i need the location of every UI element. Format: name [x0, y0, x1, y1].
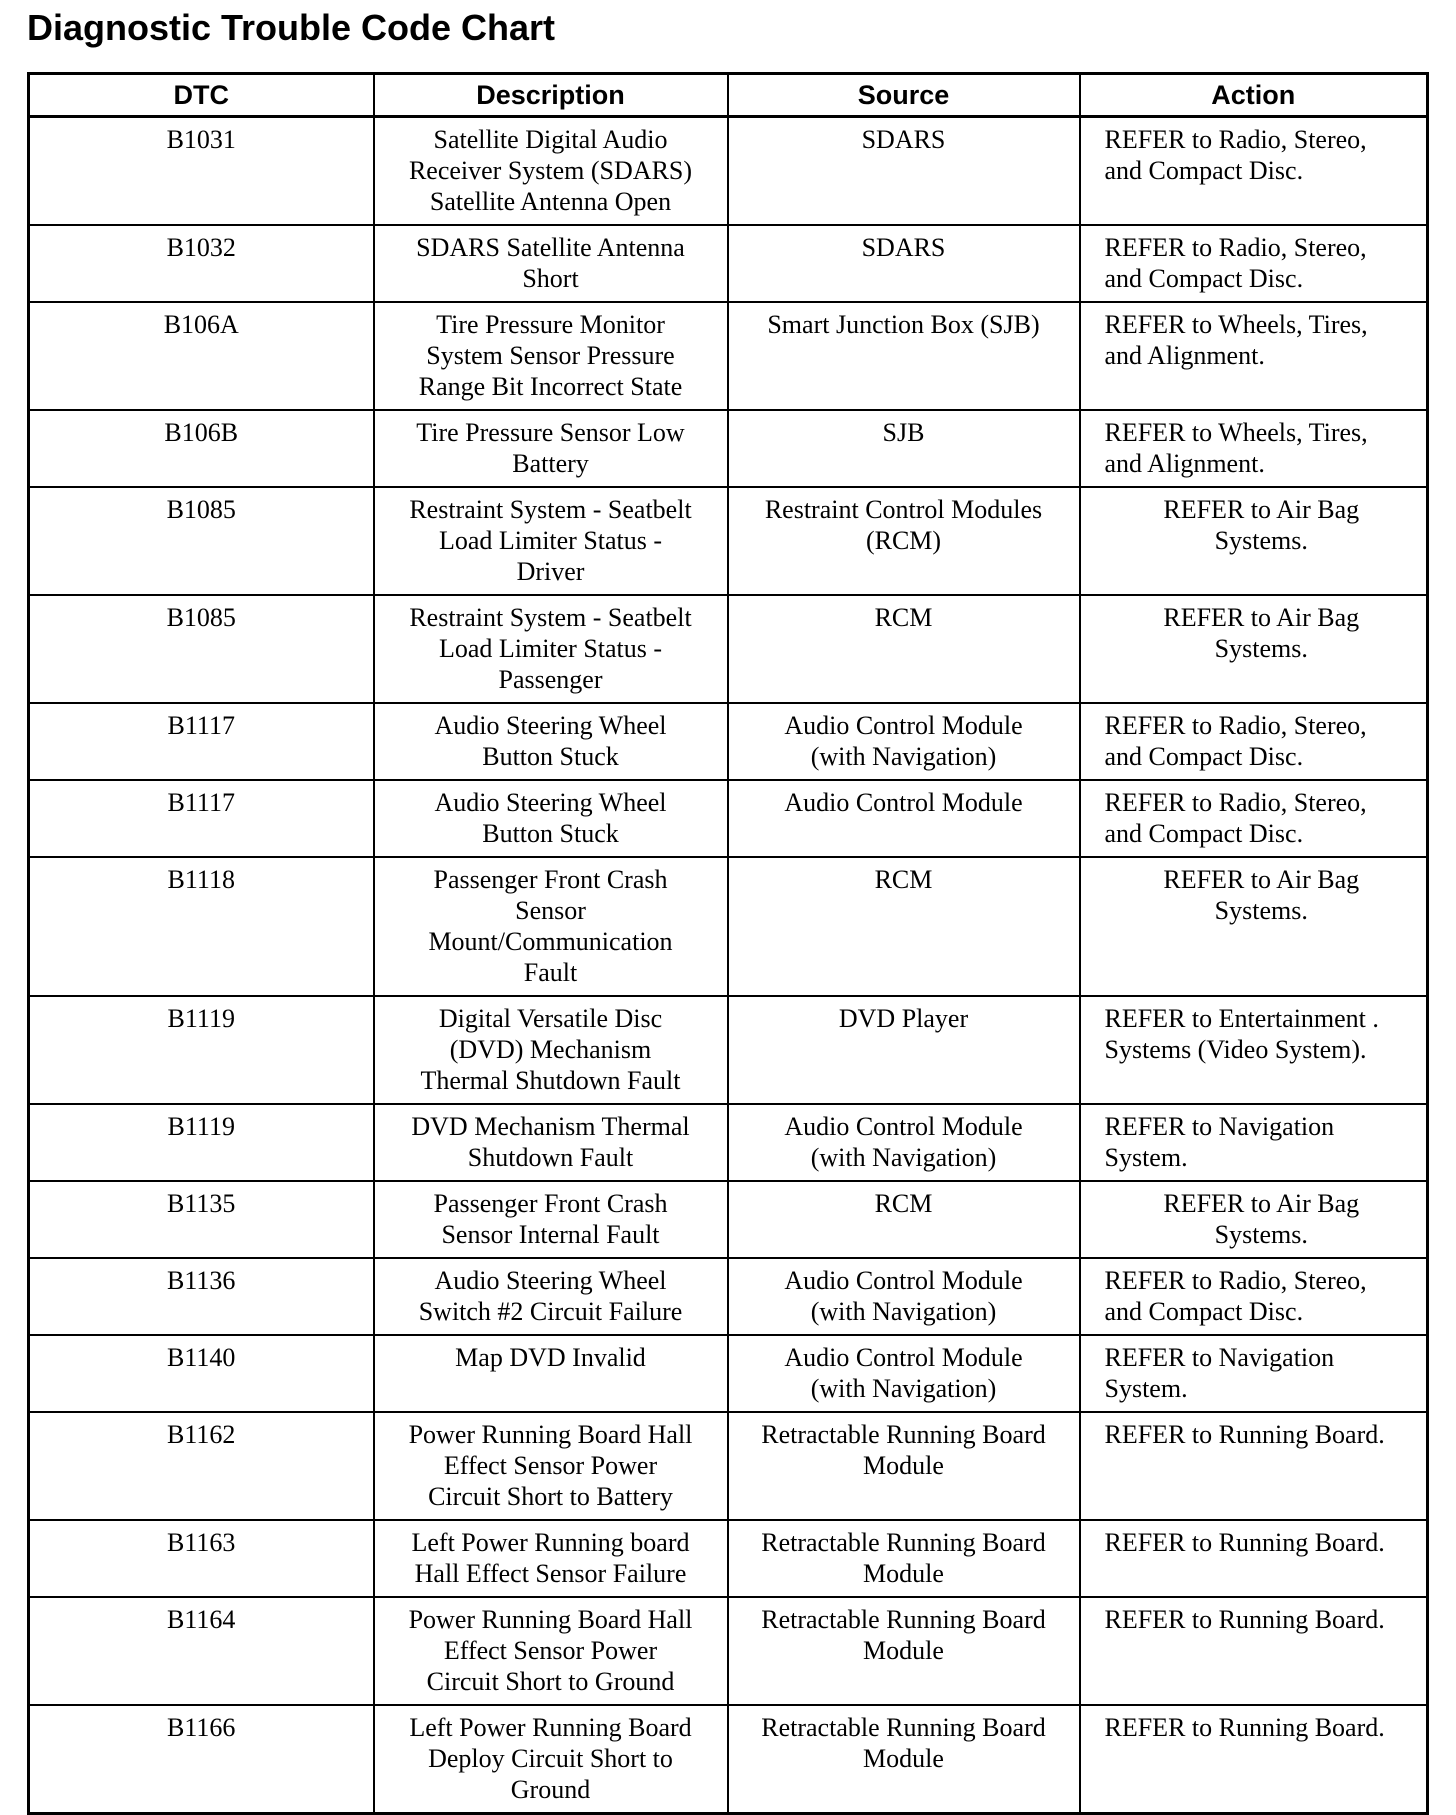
cell-description: Restraint System - Seatbelt Load Limiter Status - Driver [374, 487, 728, 595]
cell-source: Audio Control Module [728, 780, 1080, 857]
cell-description: Audio Steering Wheel Switch #2 Circuit Failure [374, 1258, 728, 1335]
cell-description: Passenger Front Crash Sensor Mount/Communication Fault [374, 857, 728, 996]
cell-action: REFER to Running Board. [1080, 1520, 1428, 1597]
cell-source: Retractable Running Board Module [728, 1597, 1080, 1705]
cell-source: Retractable Running Board Module [728, 1520, 1080, 1597]
cell-dtc: B1164 [29, 1597, 374, 1705]
cell-source: RCM [728, 1181, 1080, 1258]
table-row [29, 487, 1428, 595]
cell-action: REFER to Air Bag Systems. [1080, 595, 1428, 703]
cell-dtc: B1163 [29, 1520, 374, 1597]
cell-dtc: B1032 [29, 225, 374, 302]
cell-source: SDARS [728, 117, 1080, 226]
cell-source: SDARS [728, 225, 1080, 302]
header-description: Description [374, 74, 728, 117]
cell-action: REFER to Running Board. [1080, 1705, 1428, 1814]
cell-dtc: B1085 [29, 487, 374, 595]
cell-description: Map DVD Invalid [374, 1335, 728, 1412]
cell-dtc: B1117 [29, 703, 374, 780]
cell-action: REFER to Wheels, Tires, and Alignment. [1080, 302, 1428, 410]
cell-description: Power Running Board Hall Effect Sensor Power Circuit Short to Battery [374, 1412, 728, 1520]
cell-dtc: B1031 [29, 117, 374, 226]
table-row [29, 1597, 1428, 1705]
table-row [29, 780, 1428, 857]
cell-source: RCM [728, 595, 1080, 703]
cell-source: Audio Control Module (with Navigation) [728, 1104, 1080, 1181]
cell-source: DVD Player [728, 996, 1080, 1104]
cell-source: Smart Junction Box (SJB) [728, 302, 1080, 410]
cell-description: Audio Steering Wheel Button Stuck [374, 703, 728, 780]
header-source: Source [728, 74, 1080, 117]
cell-source: Retractable Running Board Module [728, 1705, 1080, 1814]
cell-dtc: B1140 [29, 1335, 374, 1412]
cell-description: Tire Pressure Monitor System Sensor Pressure Range Bit Incorrect State [374, 302, 728, 410]
cell-action: REFER to Entertainment . Systems (Video System). [1080, 996, 1428, 1104]
cell-dtc: B106A [29, 302, 374, 410]
cell-dtc: B1118 [29, 857, 374, 996]
cell-dtc: B1119 [29, 996, 374, 1104]
cell-dtc: B106B [29, 410, 374, 487]
table-row [29, 703, 1428, 780]
cell-description: Digital Versatile Disc (DVD) Mechanism Thermal Shutdown Fault [374, 996, 728, 1104]
cell-action: REFER to Navigation System. [1080, 1335, 1428, 1412]
cell-dtc: B1136 [29, 1258, 374, 1335]
table-row [29, 595, 1428, 703]
cell-description: Passenger Front Crash Sensor Internal Fault [374, 1181, 728, 1258]
cell-description: Left Power Running Board Deploy Circuit Short to Ground [374, 1705, 728, 1814]
cell-dtc: B1135 [29, 1181, 374, 1258]
cell-description: DVD Mechanism Thermal Shutdown Fault [374, 1104, 728, 1181]
cell-description: Tire Pressure Sensor Low Battery [374, 410, 728, 487]
cell-action: REFER to Radio, Stereo, and Compact Disc. [1080, 780, 1428, 857]
cell-description: Audio Steering Wheel Button Stuck [374, 780, 728, 857]
cell-dtc: B1166 [29, 1705, 374, 1814]
cell-action: REFER to Navigation System. [1080, 1104, 1428, 1181]
cell-source: Audio Control Module (with Navigation) [728, 1335, 1080, 1412]
table-row [29, 857, 1428, 996]
cell-description: Satellite Digital Audio Receiver System (SDARS) Satellite Antenna Open [374, 117, 728, 226]
table-row [29, 1104, 1428, 1181]
cell-action: REFER to Radio, Stereo, and Compact Disc. [1080, 225, 1428, 302]
cell-action: REFER to Air Bag Systems. [1080, 487, 1428, 595]
cell-action: REFER to Wheels, Tires, and Alignment. [1080, 410, 1428, 487]
table-row [29, 225, 1428, 302]
table-row [29, 1520, 1428, 1597]
table-row [29, 1412, 1428, 1520]
cell-action: REFER to Air Bag Systems. [1080, 1181, 1428, 1258]
cell-action: REFER to Radio, Stereo, and Compact Disc. [1080, 117, 1428, 226]
table-header-row [29, 74, 1428, 117]
table-row [29, 410, 1428, 487]
table-row [29, 1181, 1428, 1258]
cell-action: REFER to Running Board. [1080, 1597, 1428, 1705]
cell-dtc: B1085 [29, 595, 374, 703]
table-row [29, 996, 1428, 1104]
cell-dtc: B1119 [29, 1104, 374, 1181]
cell-action: REFER to Radio, Stereo, and Compact Disc. [1080, 703, 1428, 780]
table-row [29, 1258, 1428, 1335]
cell-source: Restraint Control Modules (RCM) [728, 487, 1080, 595]
cell-action: REFER to Running Board. [1080, 1412, 1428, 1520]
cell-description: Power Running Board Hall Effect Sensor Power Circuit Short to Ground [374, 1597, 728, 1705]
cell-source: Audio Control Module (with Navigation) [728, 703, 1080, 780]
table-row [29, 302, 1428, 410]
cell-action: REFER to Radio, Stereo, and Compact Disc. [1080, 1258, 1428, 1335]
dtc-table [27, 72, 1429, 1815]
table-row [29, 117, 1428, 226]
cell-source: SJB [728, 410, 1080, 487]
cell-description: Restraint System - Seatbelt Load Limiter Status - Passenger [374, 595, 728, 703]
page-title: Diagnostic Trouble Code Chart [27, 7, 556, 48]
table-row [29, 1335, 1428, 1412]
cell-action: REFER to Air Bag Systems. [1080, 857, 1428, 996]
cell-dtc: B1117 [29, 780, 374, 857]
table-row [29, 1705, 1428, 1814]
header-dtc: DTC [29, 74, 374, 117]
header-action: Action [1080, 74, 1428, 117]
cell-source: Audio Control Module (with Navigation) [728, 1258, 1080, 1335]
cell-dtc: B1162 [29, 1412, 374, 1520]
cell-source: RCM [728, 857, 1080, 996]
cell-description: Left Power Running board Hall Effect Sensor Failure [374, 1520, 728, 1597]
cell-source: Retractable Running Board Module [728, 1412, 1080, 1520]
cell-description: SDARS Satellite Antenna Short [374, 225, 728, 302]
